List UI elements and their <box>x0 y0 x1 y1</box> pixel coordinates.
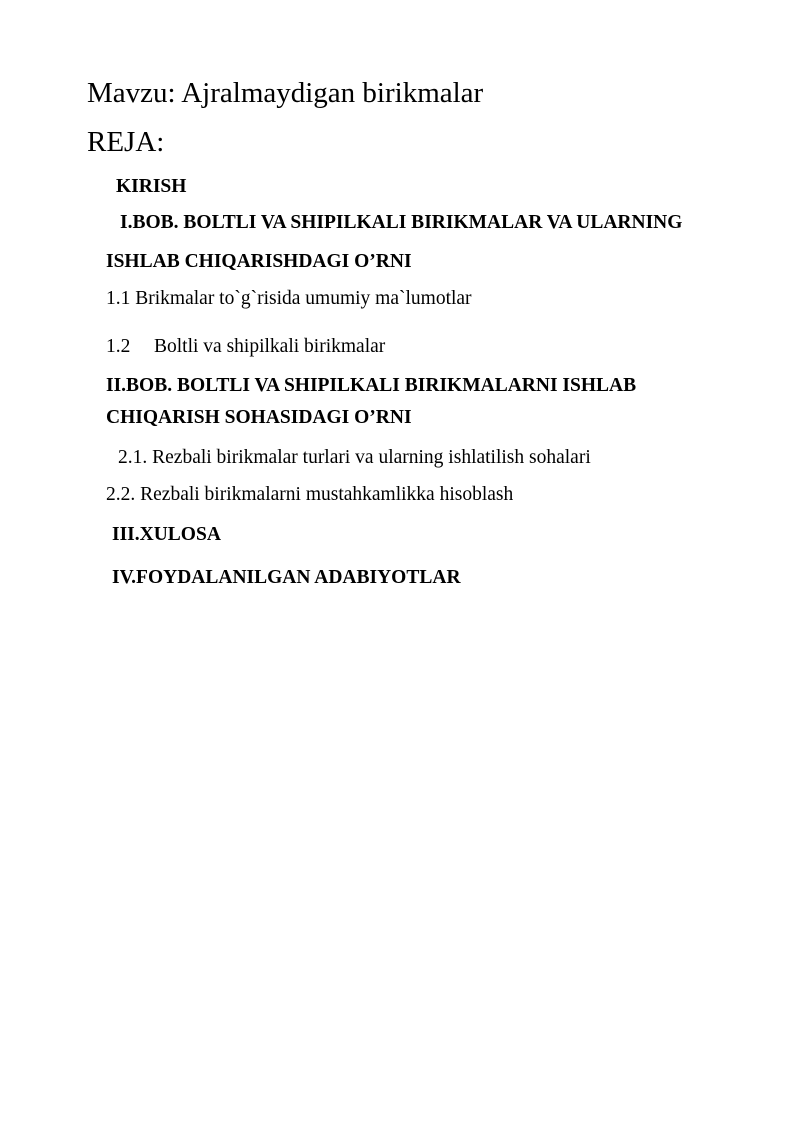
chapter2-title-line1: II.BOB. BOLTLI VA SHIPILKALI BIRIKMALARNI ISHLAB <box>106 375 637 396</box>
references-item: IV.FOYDALANILGAN ADABIYOTLAR <box>112 567 461 588</box>
intro-item: KIRISH <box>116 176 187 197</box>
section-1-2 <box>106 337 385 357</box>
chapter1-title-line1: I.BOB. BOLTLI VA SHIPILKALI BIRIKMALAR VA ULARNING <box>120 212 683 233</box>
section-1-2-number: 1.2 <box>106 336 131 357</box>
section-2-1: 2.1. Rezbali birikmalar turlari va ularning ishlatilish sohalari <box>118 447 591 468</box>
chapter2-title-line2: CHIQARISH SOHASIDAGI O’RNI <box>106 407 412 428</box>
plan-heading: REJA: <box>87 126 165 158</box>
section-2-2: 2.2. Rezbali birikmalarni mustahkamlikka hisoblash <box>106 484 514 505</box>
chapter1-title-line2: ISHLAB CHIQARISHDAGI O’RNI <box>106 251 412 272</box>
section-1-2-title: Boltli va shipilkali birikmalar <box>154 336 386 357</box>
topic-title: Mavzu: Ajralmaydigan birikmalar <box>87 77 484 109</box>
section-1-1: 1.1 Brikmalar to`g`risida umumiy ma`lumotlar <box>106 288 472 309</box>
conclusion-item: III.XULOSA <box>112 524 221 545</box>
